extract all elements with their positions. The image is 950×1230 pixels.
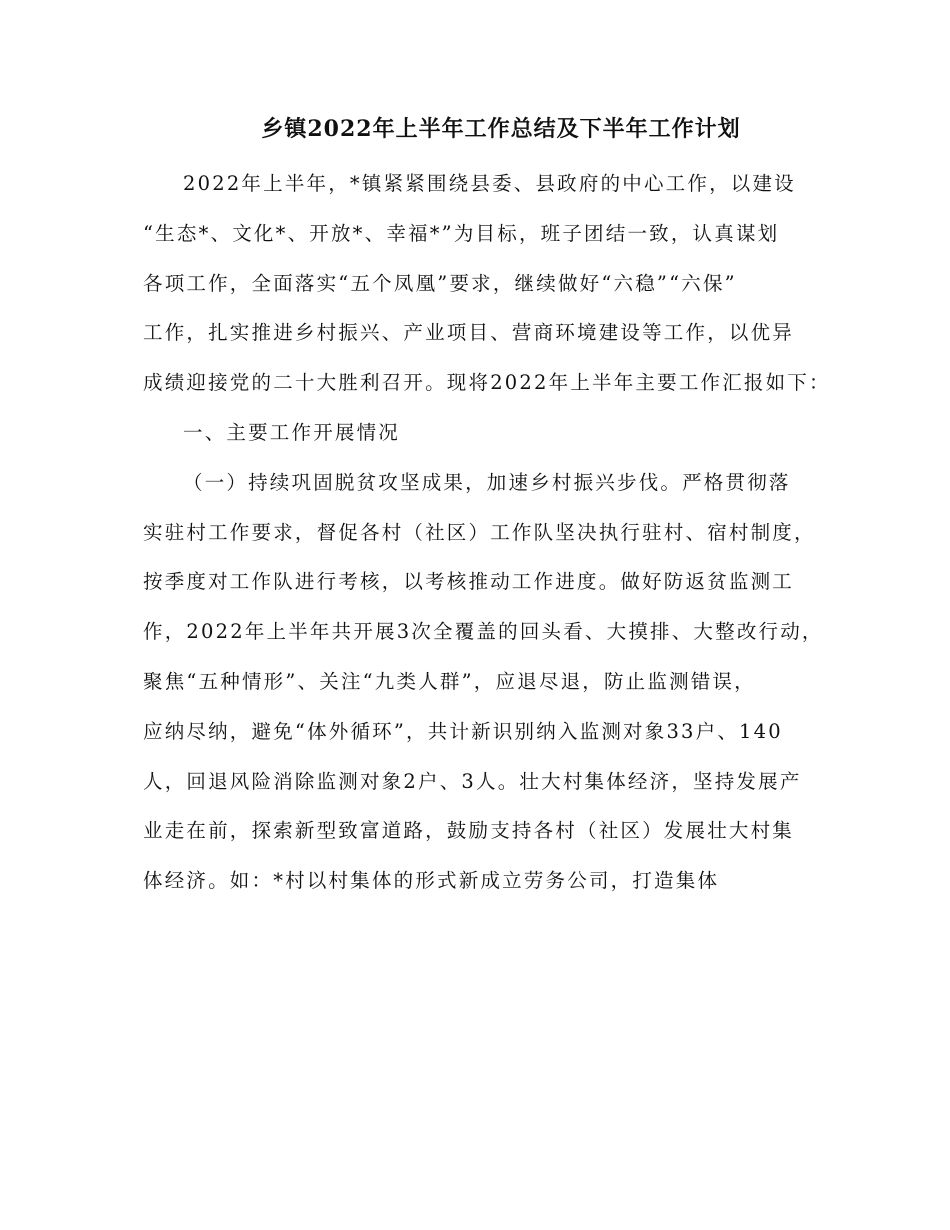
paragraph-line: （一）持续巩固脱贫攻坚成果，加速乡村振兴步伐。严格贯彻落: [183, 471, 791, 494]
paragraph-line: 工作，扎实推进乡村振兴、产业项目、营商环境建设等工作，以优异: [143, 321, 795, 344]
paragraph-line: 体经济。如：*村以村集体的形式新成立劳务公司，打造集体: [143, 869, 720, 892]
section-heading: 一、主要工作开展情况: [183, 421, 401, 444]
paragraph-line: 人，回退风险消除监测对象2户、3人。壮大村集体经济，坚持发展产: [143, 770, 802, 793]
paragraph-line: 作，2022年上半年共开展3次全覆盖的回头看、大摸排、大整改行动，: [143, 620, 824, 643]
paragraph-line: 聚焦“五种情形”、关注“九类人群”，应退尽退，防止监测错误，: [143, 670, 756, 693]
paragraph-line: 按季度对工作队进行考核，以考核推动工作进度。做好防返贫监测工: [143, 570, 795, 593]
paragraph-line: 实驻村工作要求，督促各村（社区）工作队坚决执行驻村、宿村制度，: [143, 521, 816, 544]
paragraph-line: 业走在前，探索新型致富道路，鼓励支持各村（社区）发展壮大村集: [143, 819, 795, 842]
paragraph-line: “生态*、文化*、开放*、幸福*”为目标，班子团结一致，认真谋划: [143, 222, 780, 245]
paragraph-line: 成绩迎接党的二十大胜利召开。现将2022年上半年主要工作汇报如下：: [143, 371, 831, 394]
document-title: 乡镇2022年上半年工作总结及下半年工作计划: [261, 116, 741, 142]
paragraph-line: 各项工作，全面落实“五个凤凰”要求，继续做好“六稳”“六保”: [143, 272, 737, 295]
paragraph-line: 应纳尽纳，避免“体外循环”，共计新识别纳入监测对象33户、140: [143, 720, 783, 743]
paragraph-line: 2022年上半年，*镇紧紧围绕县委、县政府的中心工作，以建设: [183, 172, 796, 195]
